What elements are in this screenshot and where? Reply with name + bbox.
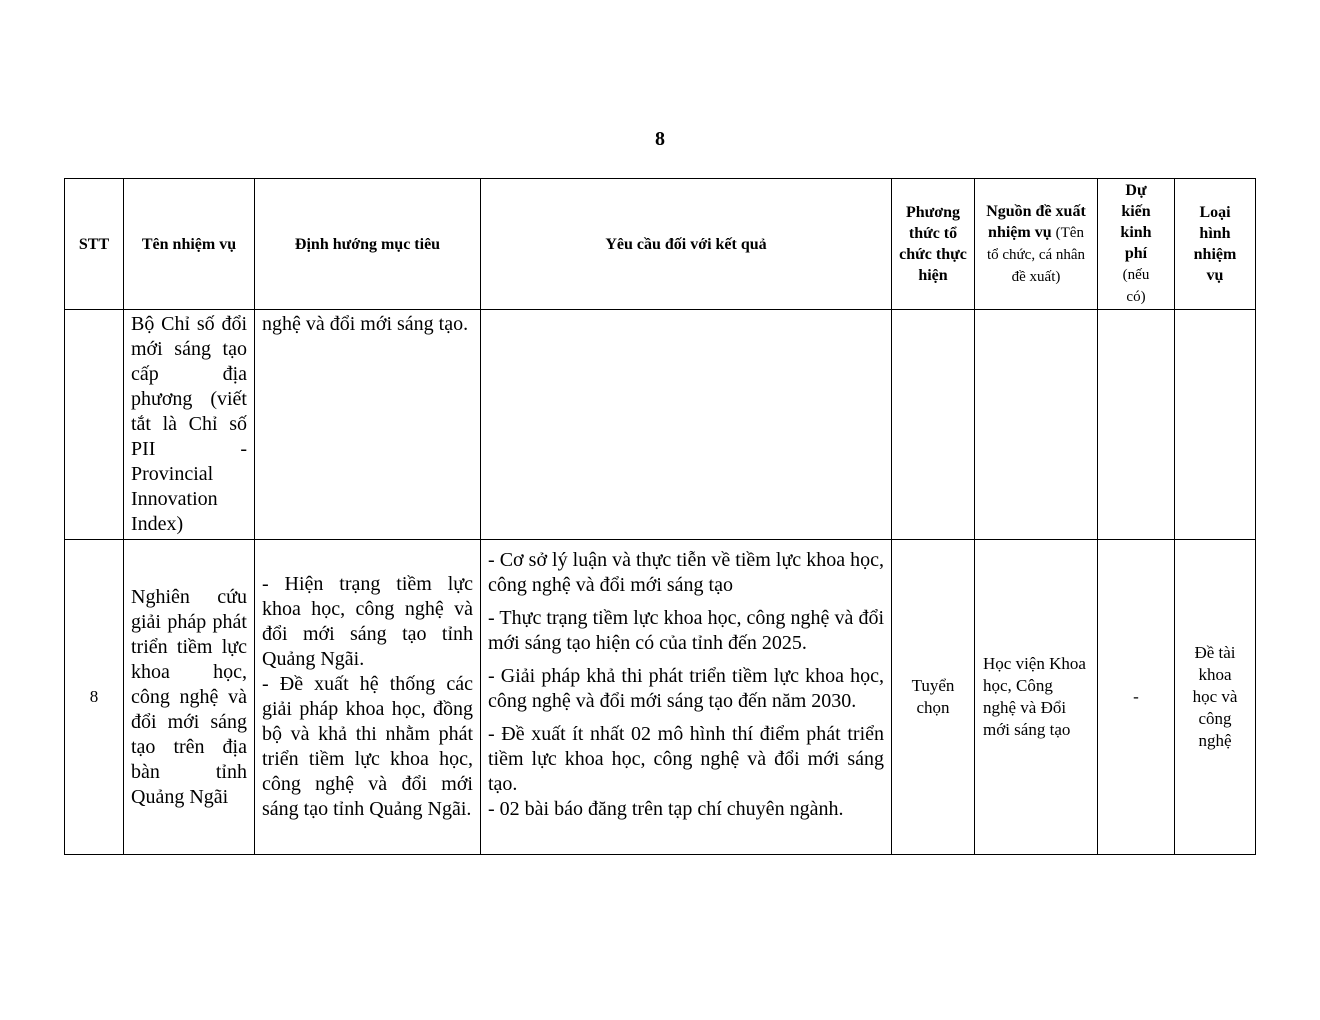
- header-row: [65, 179, 1256, 310]
- yeu-cau-8-list: [481, 540, 891, 824]
- header-nguon: [975, 179, 1098, 310]
- cell-ten-8: [124, 540, 255, 855]
- yeu-cau-8-item-1: - Cơ sở lý luận và thực tiễn về tiềm lực khoa học, công nghệ và đổi mới sáng tạo: [488, 549, 884, 596]
- header-dinh-huong: Định hướng mục tiêu: [255, 179, 481, 310]
- header-nguon-bold: Nguồn đề xuất nhiệm vụ: [986, 202, 1086, 241]
- header-phuong-thuc-text: Phương thức tổ chức thực hiện: [899, 204, 967, 284]
- header-loai-hinh: [1175, 179, 1256, 310]
- cell-loai-8: [1175, 540, 1256, 855]
- dinh-huong-text: nghệ và đổi mới sáng tạo.: [262, 313, 469, 335]
- task-table: [64, 178, 1256, 855]
- cell-du-kien-8: [1098, 540, 1175, 855]
- cell-stt: [65, 310, 124, 540]
- cell-loai: [1175, 310, 1256, 540]
- ten-text: Bộ Chỉ số đổi mới sáng tạo cấp địa phương (viết tắt là Chỉ số PII - Provincial Innovation Index): [131, 313, 247, 535]
- phuong-thuc-8-text: Tuyển chọn: [911, 676, 955, 717]
- yeu-cau-8-item-5: - 02 bài báo đăng trên tạp chí chuyên ngành.: [488, 798, 844, 820]
- dinh-huong-8-text: [255, 570, 480, 824]
- yeu-cau-8-item-4: - Đề xuất ít nhất 02 mô hình thí điểm phát triển tiềm lực khoa học, công nghệ và đổi mới sáng tạo.: [488, 723, 884, 795]
- stt-8-text: 8: [89, 687, 99, 706]
- header-stt: STT: [65, 179, 124, 310]
- cell-phuong-thuc-8: [892, 540, 975, 855]
- dinh-huong-8-item-2: - Đề xuất hệ thống các giải pháp khoa học, đồng bộ và khả thi nhằm phát triển tiềm lực khoa học, công nghệ và đổi mới sáng tạo tỉnh Quảng Ngãi.: [262, 673, 473, 820]
- header-phuong-thuc: [892, 179, 975, 310]
- du-kien-8-text: -: [1133, 687, 1139, 706]
- header-du-kien-normal: (nếu có): [1122, 267, 1150, 305]
- cell-dinh-huong-8: [255, 540, 481, 855]
- dinh-huong-8-item-1: - Hiện trạng tiềm lực khoa học, công nghệ và đổi mới sáng tạo tỉnh Quảng Ngãi.: [262, 573, 473, 670]
- cell-stt-8: [65, 540, 124, 855]
- yeu-cau-8-item-2: - Thực trạng tiềm lực khoa học, công nghệ và đổi mới sáng tạo hiện có của tỉnh đến 2025.: [488, 607, 884, 654]
- header-nguon-normal: (Tên tổ chức, cá nhân đề xuất): [986, 224, 1086, 285]
- cell-nguon-8: [975, 540, 1098, 855]
- ten-8-text: Nghiên cứu giải pháp phát triển tiềm lực khoa học, công nghệ và đổi mới sáng tạo trên địa bàn tỉnh Quảng Ngãi: [131, 585, 247, 808]
- table-row-8: [65, 540, 1256, 855]
- yeu-cau-8-item-3: - Giải pháp khả thi phát triển tiềm lực khoa học, công nghệ và đổi mới sáng tạo đến năm 2030.: [488, 665, 884, 712]
- header-du-kien: [1098, 179, 1175, 310]
- cell-nguon: [975, 310, 1098, 540]
- header-loai-hinh-text: Loại hình nhiệm vụ: [1193, 204, 1237, 284]
- header-yeu-cau: Yêu cầu đối với kết quả: [481, 179, 892, 310]
- cell-dinh-huong: [255, 310, 481, 540]
- loai-8-text: Đề tài khoa học và công nghệ: [1192, 643, 1238, 750]
- page-number: 8: [655, 128, 665, 150]
- cell-phuong-thuc: [892, 310, 975, 540]
- table-row-continued: [65, 310, 1256, 540]
- nguon-8-text: Học viện Khoa học, Công nghệ và Đổi mới sáng tạo: [983, 654, 1086, 739]
- cell-du-kien: [1098, 310, 1175, 540]
- cell-ten: [124, 310, 255, 540]
- cell-yeu-cau-8: [481, 540, 892, 855]
- header-du-kien-bold: Dự kiến kinh phí: [1120, 182, 1152, 262]
- cell-yeu-cau: [481, 310, 892, 540]
- header-ten-nhiem-vu: Tên nhiệm vụ: [124, 179, 255, 310]
